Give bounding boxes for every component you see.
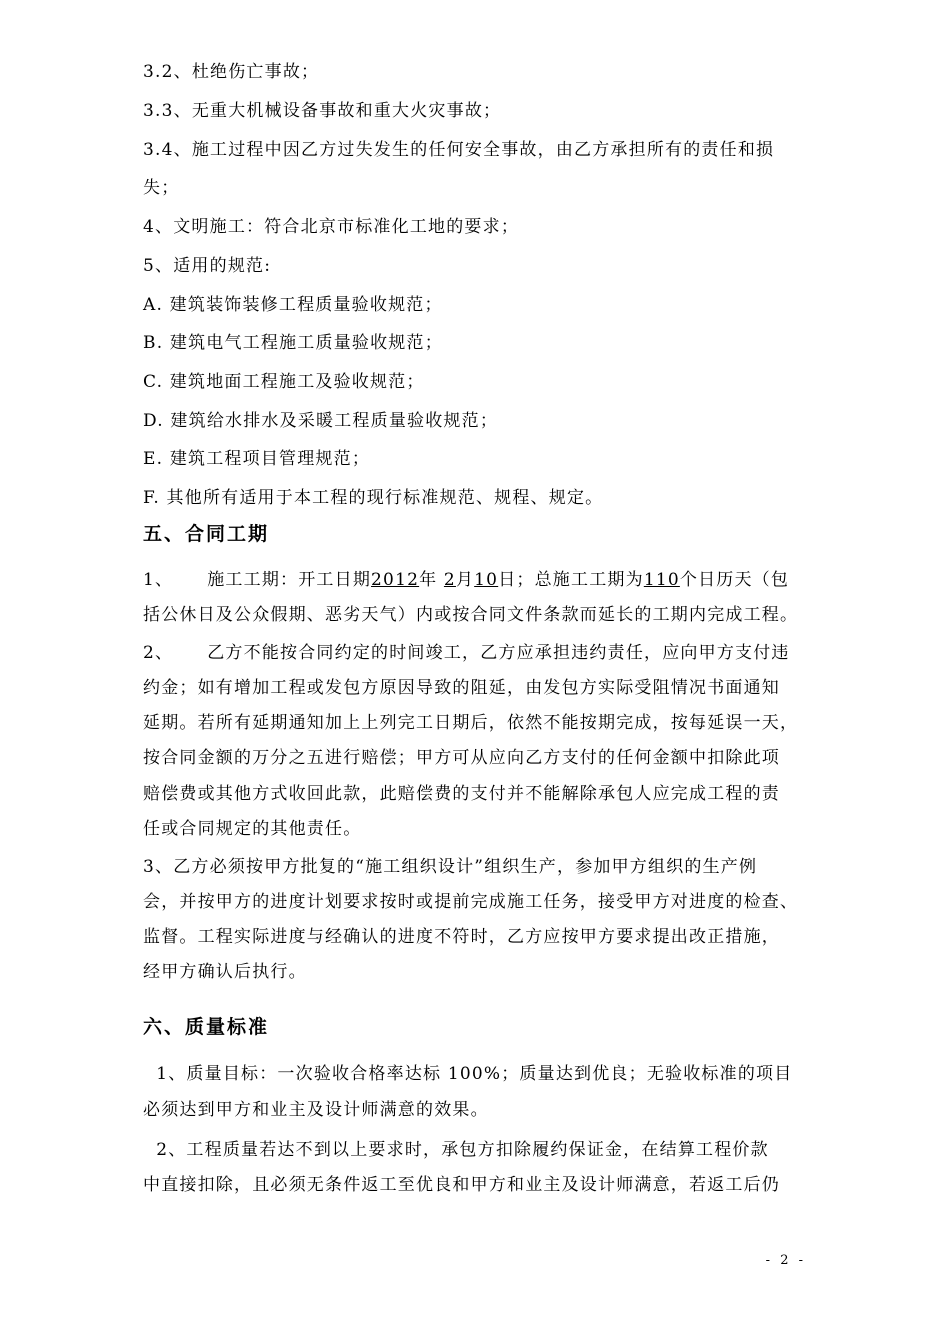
- p5-1-line2: 括公休日及公众假期、恶劣天气）内或按合同文件条款而延长的工期内完成工程。: [143, 605, 799, 625]
- clause-5: 5、适用的规范:: [143, 256, 272, 276]
- clause-3-2: 3.2、杜绝伤亡事故；: [143, 62, 320, 82]
- p5-3-line1: 3、乙方必须按甲方批复的“施工组织设计”组织生产，参加甲方组织的生产例: [143, 857, 758, 877]
- p5-2-line6: 任或合同规定的其他责任。: [143, 819, 362, 839]
- p5-1-text-e: 个日历天（包: [679, 570, 790, 590]
- start-year: 2012: [371, 570, 420, 590]
- clause-3-4: 3.4、施工过程中因乙方过失发生的任何安全事故，由乙方承担所有的责任和损: [143, 140, 775, 160]
- p5-3-line2: 会，并按甲方的进度计划要求按时或提前完成施工任务，接受甲方对进度的检查、: [143, 892, 799, 912]
- p5-3-line4: 经甲方确认后执行。: [143, 962, 307, 982]
- standard-e: E. 建筑工程项目管理规范；: [143, 449, 371, 469]
- p6-2-line1: 2、工程质量若达不到以上要求时，承包方扣除履约保证金，在结算工程价款: [143, 1140, 769, 1160]
- clause-4: 4、文明施工：符合北京市标准化工地的要求；: [143, 217, 520, 237]
- p5-1-num: 1、: [143, 570, 174, 590]
- standard-c: C. 建筑地面工程施工及验收规范；: [143, 372, 425, 392]
- p5-1-text-b: 年: [419, 570, 444, 590]
- p5-2-num: 2、: [143, 643, 174, 663]
- section-heading-5: 五、合同工期: [143, 523, 270, 545]
- p6-1-line1: 1、质量目标：一次验收合格率达标 100%；质量达到优良；无验收标准的项目: [143, 1064, 793, 1084]
- p5-2-line2: 约金；如有增加工程或发包方原因导致的阻延，由发包方实际受阻情况书面通知: [143, 678, 780, 698]
- p5-2-line3: 延期。若所有延期通知加上上列完工日期后，依然不能按期完成，按每延误一天，: [143, 713, 799, 733]
- p5-2-line1: [143, 643, 790, 663]
- standard-d: D. 建筑给水排水及采暖工程质量验收规范；: [143, 411, 499, 431]
- p5-1-text-d: 日；总施工工期为: [498, 570, 644, 590]
- p6-1-line2: 必须达到甲方和业主及设计师满意的效果。: [143, 1100, 489, 1120]
- p5-1-text-c: 月: [455, 570, 475, 590]
- standard-f: F. 其他所有适用于本工程的现行标准规范、规程、规定。: [143, 488, 604, 508]
- standard-b: B. 建筑电气工程施工质量验收规范；: [143, 333, 443, 353]
- p6-2-line2: 中直接扣除，且必须无条件返工至优良和甲方和业主及设计师满意，若返工后仍: [143, 1175, 780, 1195]
- p5-1-text-a: 施工工期：开工日期: [207, 570, 372, 590]
- p5-2-line4: 按合同金额的万分之五进行赔偿；甲方可从应向乙方支付的任何金额中扣除此项: [143, 748, 780, 768]
- page-number: - 2 -: [765, 1253, 806, 1268]
- p5-1-line1: [143, 570, 789, 590]
- start-day: 10: [474, 570, 499, 590]
- p5-2-first: 乙方不能按合同约定的时间竣工，乙方应承担违约责任，应向甲方支付违: [207, 643, 790, 663]
- p5-3-line3: 监督。工程实际进度与经确认的进度不符时，乙方应按甲方要求提出改正措施，: [143, 927, 780, 947]
- standard-a: A. 建筑装饰装修工程质量验收规范；: [143, 295, 443, 315]
- p5-2-line5: 赔偿费或其他方式收回此款，此赔偿费的支付并不能解除承包人应完成工程的责: [143, 784, 780, 804]
- clause-3-4-cont: 失；: [143, 178, 180, 198]
- clause-3-3: 3.3、无重大机械设备事故和重大火灾事故；: [143, 101, 502, 121]
- section-heading-6: 六、质量标准: [143, 1016, 270, 1038]
- start-month: 2: [443, 570, 456, 590]
- total-days: 110: [643, 570, 680, 590]
